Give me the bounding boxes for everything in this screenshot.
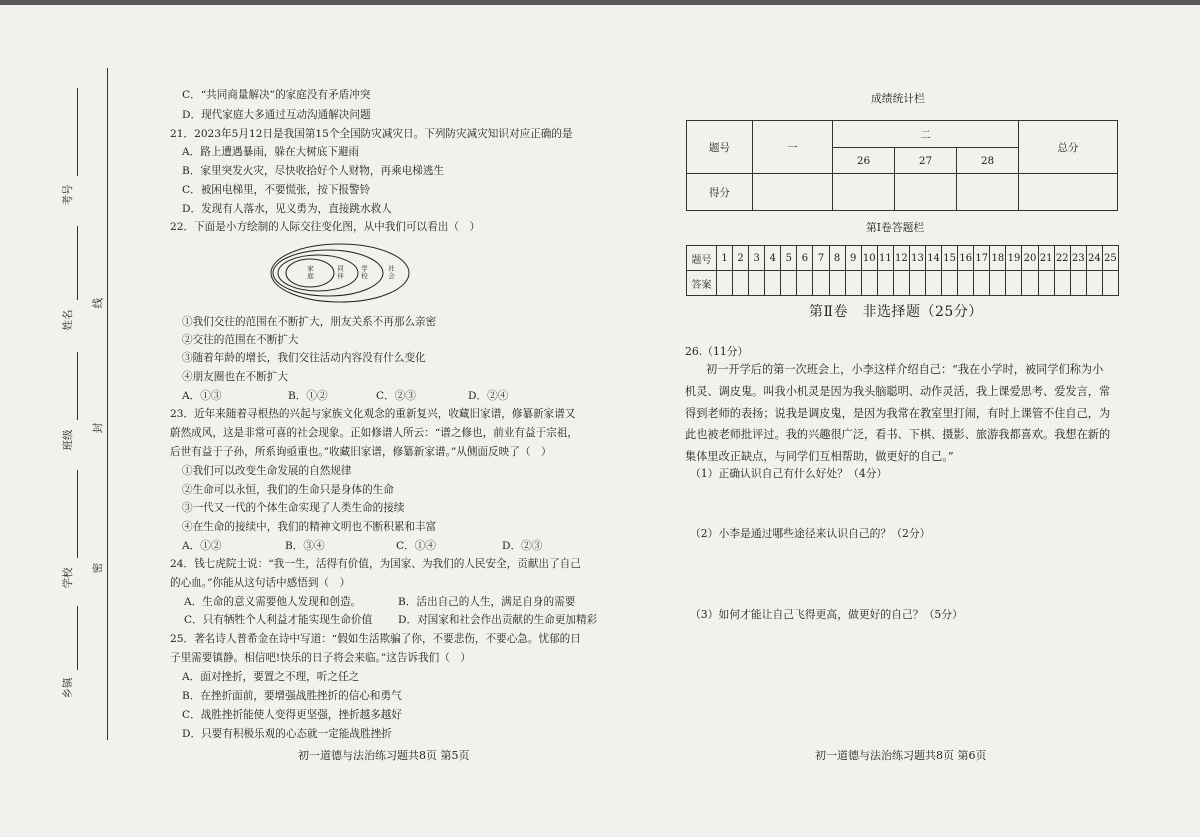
answer-grid-number-15: 15 (942, 246, 958, 271)
q22-stem: 22．下面是小方绘制的人际交往变化图，从中我们可以看出（ ） (170, 221, 481, 233)
answer-grid-blank-13 (909, 271, 925, 296)
answer-grid-blank-6 (797, 271, 813, 296)
q21-option-b: B．家里突发火灾，尽快收拾好个人财物，再乘电梯逃生 (182, 165, 445, 177)
answer-grid-number-7: 7 (813, 246, 829, 271)
answer-grid-number-6: 6 (797, 246, 813, 271)
right-page-footer: 初一道德与法治练习题共8页 第6页 (815, 749, 987, 762)
answer-grid-number-3: 3 (749, 246, 765, 271)
q23-option-c: C．①④ (396, 540, 436, 552)
q24-option-b: B．活出自己的人生，满足自身的需要 (398, 596, 576, 608)
answer-grid-number-21: 21 (1038, 246, 1054, 271)
q25-option-d: D．只要有积极乐观的心态就一定能战胜挫折 (182, 728, 392, 740)
answer-grid-number-4: 4 (765, 246, 781, 271)
answer-grid-blank-1 (717, 271, 733, 296)
seal-line-char: 线 (92, 297, 104, 309)
answer-grid-blank-16 (958, 271, 974, 296)
exam-no-blank-line (77, 88, 78, 176)
q25-option-a: A．面对挫折，要置之不理，听之任之 (182, 671, 360, 683)
q24-stem-line-1: 24．钱七虎院士说：“我一生，活得有价值，为国家、为我们的人民安全，贡献出了自己 (170, 558, 581, 570)
answer-grid-blank-17 (974, 271, 990, 296)
q22-option-a: A．①③ (182, 390, 222, 402)
school-label: 学校 (360, 265, 368, 280)
score-table-blank-cell (753, 174, 833, 211)
seal-secret-char: 密 (92, 562, 104, 574)
answer-grid-blank-24 (1086, 271, 1102, 296)
answer-grid-blank-21 (1038, 271, 1054, 296)
q22-statement-4: ④朋友圈也在不断扩大 (182, 371, 288, 383)
answer-grid-number-row (687, 246, 1119, 271)
answer-grid-number-12: 12 (893, 246, 909, 271)
answer-grid-blank-19 (1006, 271, 1022, 296)
score-table-blank-cell (895, 174, 957, 211)
q21-option-c: C．被困电梯里，不要慌张，按下报警铃 (182, 184, 371, 196)
answer-grid-blank-9 (845, 271, 861, 296)
answer-grid-number-23: 23 (1070, 246, 1086, 271)
answer-grid-number-19: 19 (1006, 246, 1022, 271)
q24-stem-line-2: 的心血。”你能从这句话中感悟到（ ） (170, 577, 351, 589)
q22-option-c: C．②③ (376, 390, 416, 402)
answer-grid-number-10: 10 (861, 246, 877, 271)
class-label: 班级 (62, 429, 74, 451)
society-label: 社会 (387, 265, 395, 280)
answer-grid-blank-10 (861, 271, 877, 296)
q26-passage-line-1: 初一开学后的第一次班会上，小李这样介绍自己：“我在小学时，被同学们称为小 (706, 363, 1104, 376)
answer-grid-answer-label: 答案 (687, 271, 717, 296)
q20-option-c: C．“共同商量解决”的家庭没有矛盾冲突 (182, 89, 371, 101)
score-table-total: 总分 (1019, 121, 1118, 174)
q21-option-a: A．路上遭遇暴雨，躲在大树底下避雨 (182, 146, 360, 158)
q23-stem-line-3: 后世有益于子孙，所系询亟重也。”收藏旧家谱，修纂新家谱。”从侧面反映了（ ） (170, 446, 552, 458)
q26-passage-line-2: 机灵、调皮鬼。叫我小机灵是因为我头脑聪明、动作灵活，我上课爱思考、爱发言，常 (685, 385, 1111, 398)
q26-subquestion-2: （2）小李是通过哪些途径来认识自己的？（2分） (690, 527, 931, 540)
answer-grid-answer-row (687, 271, 1119, 296)
q26-stem: 26.（11分） (685, 345, 749, 358)
answer-grid-number-2: 2 (733, 246, 749, 271)
answer-grid-blank-22 (1054, 271, 1070, 296)
exam-no-label: 考号 (62, 184, 74, 206)
peers-label: 同伴 (336, 265, 344, 280)
answer-grid-number-label: 题号 (687, 246, 717, 271)
q23-statement-1: ①我们可以改变生命发展的自然规律 (182, 465, 352, 477)
answer-grid-number-17: 17 (974, 246, 990, 271)
binding-line (107, 68, 108, 740)
school-blank-line (77, 470, 78, 558)
social-circle-diagram (270, 243, 412, 305)
q23-option-d: D．②③ (502, 540, 543, 552)
q24-option-a: A．生命的意义需要他人发现和创造。 (184, 596, 362, 608)
q22-option-b: B．①② (288, 390, 328, 402)
answer-grid-number-24: 24 (1086, 246, 1102, 271)
town-label: 乡镇 (62, 677, 74, 699)
answer-grid-blank-23 (1070, 271, 1086, 296)
q21-stem: 21．2023年5月12日是我国第15个全国防灾减灾日。下列防灾减灾知识对应正确的是 (170, 128, 573, 140)
q23-statement-2: ②生命可以永恒，我们的生命只是身体的生命 (182, 484, 394, 496)
answer-grid-number-22: 22 (1054, 246, 1070, 271)
answer-grid-number-20: 20 (1022, 246, 1038, 271)
answer-grid-number-8: 8 (829, 246, 845, 271)
score-table-part-2: 二 (833, 121, 1019, 148)
q26-subquestion-3: （3）如何才能让自己飞得更高，做更好的自己？（5分） (690, 608, 963, 621)
family-label: 家庭 (306, 265, 314, 280)
score-table-score-label: 得分 (687, 174, 753, 211)
score-table (686, 120, 1118, 211)
answer-grid-number-5: 5 (781, 246, 797, 271)
q25-option-c: C．战胜挫折能使人变得更坚强，挫折越多越好 (182, 709, 402, 721)
score-table-blank-cell (957, 174, 1019, 211)
score-table-subcol-27: 27 (895, 148, 957, 174)
score-table-question-no: 题号 (687, 121, 753, 174)
q24-option-c: C．只有牺牲个人利益才能实现生命价值 (184, 614, 373, 626)
scan-edge (0, 0, 1200, 5)
q21-option-d: D．发现有人落水，见义勇为，直接跳水救人 (182, 203, 392, 215)
answer-grid-blank-14 (926, 271, 942, 296)
score-table-part-1: 一 (753, 121, 833, 174)
answer-grid-number-14: 14 (926, 246, 942, 271)
q26-passage-line-5: 集体里改正缺点，与同学们互相帮助，做更好的自己。” (685, 450, 954, 463)
q22-statement-1: ①我们交往的范围在不断扩大，朋友关系不再那么亲密 (182, 316, 437, 328)
q23-option-a: A．①② (182, 540, 222, 552)
answer-grid-blank-8 (829, 271, 845, 296)
answer-grid-number-25: 25 (1102, 246, 1118, 271)
answer-grid-number-13: 13 (909, 246, 925, 271)
answer-grid-number-18: 18 (990, 246, 1006, 271)
q25-stem-line-2: 子里需要镇静。相信吧!快乐的日子将会来临。”这告诉我们（ ） (170, 652, 471, 664)
answer-grid-number-1: 1 (717, 246, 733, 271)
score-table-subcol-28: 28 (957, 148, 1019, 174)
peers-ellipse (278, 255, 358, 291)
town-blank-line (77, 606, 78, 670)
answer-grid-blank-7 (813, 271, 829, 296)
answer-grid-blank-25 (1102, 271, 1118, 296)
answer-grid-number-16: 16 (958, 246, 974, 271)
q20-option-d: D．现代家庭大多通过互动沟通解决问题 (182, 109, 371, 121)
answer-grid-blank-4 (765, 271, 781, 296)
q22-statement-3: ③随着年龄的增长，我们交往活动内容没有什么变化 (182, 352, 426, 364)
q22-option-d: D．②④ (468, 390, 509, 402)
q24-option-d: D．对国家和社会作出贡献的生命更加精彩 (398, 614, 598, 626)
score-table-title: 成绩统计栏 (871, 92, 925, 105)
answer-grid-number-11: 11 (877, 246, 893, 271)
q26-passage-line-4: 此也被老师批评过。我的兴趣很广泛，看书、下棋、摄影、旅游我都喜欢。我想在新的 (685, 428, 1111, 441)
answer-grid-blank-3 (749, 271, 765, 296)
q23-statement-4: ④在生命的接续中，我们的精神文明也不断积累和丰富 (182, 521, 437, 533)
score-table-subcol-26: 26 (833, 148, 895, 174)
answer-grid-blank-11 (877, 271, 893, 296)
answer-grid-blank-12 (893, 271, 909, 296)
q22-statement-2: ②交往的范围在不断扩大 (182, 334, 299, 346)
q23-statement-3: ③一代又一代的个体生命实现了人类生命的接续 (182, 502, 405, 514)
answer-grid (686, 245, 1119, 296)
answer-grid-blank-2 (733, 271, 749, 296)
q25-option-b: B．在挫折面前，要增强战胜挫折的信心和勇气 (182, 690, 402, 702)
q23-stem-line-2: 蔚然成风，这是非常可喜的社会现象。正如修谱人所云：“谱之修也，前业有益于宗祖， (170, 427, 578, 439)
answer-grid-blank-15 (942, 271, 958, 296)
q26-subquestion-1: （1）正确认识自己有什么好处？（4分） (690, 467, 888, 480)
name-label: 姓名 (62, 309, 74, 331)
answer-grid-blank-18 (990, 271, 1006, 296)
q25-stem-line-1: 25．著名诗人普希金在诗中写道：“假如生活欺骗了你，不要悲伤，不要心急。忧郁的日 (170, 633, 581, 645)
q23-stem-line-1: 23．近年来随着寻根热的兴起与家族文化观念的重新复兴，收藏旧家谱，修纂新家谱又 (170, 408, 576, 420)
answer-grid-blank-5 (781, 271, 797, 296)
answer-grid-blank-20 (1022, 271, 1038, 296)
score-table-blank-cell (833, 174, 895, 211)
seal-seal-char: 封 (92, 422, 104, 434)
q23-option-b: B．③④ (285, 540, 325, 552)
part-2-heading: 第Ⅱ卷 非选择题（25分） (809, 304, 983, 320)
class-blank-line (77, 352, 78, 420)
answer-grid-title: 第Ⅰ卷答题栏 (866, 221, 925, 234)
name-blank-line (77, 226, 78, 300)
q26-passage-line-3: 得到老师的表扬；说我是调皮鬼，是因为我常在教室里打闹，有时上课管不住自己，为 (685, 407, 1111, 420)
score-table-blank-cell (1019, 174, 1118, 211)
answer-grid-number-9: 9 (845, 246, 861, 271)
school-label: 学校 (62, 567, 74, 589)
left-page-footer: 初一道德与法治练习题共8页 第5页 (298, 749, 470, 762)
